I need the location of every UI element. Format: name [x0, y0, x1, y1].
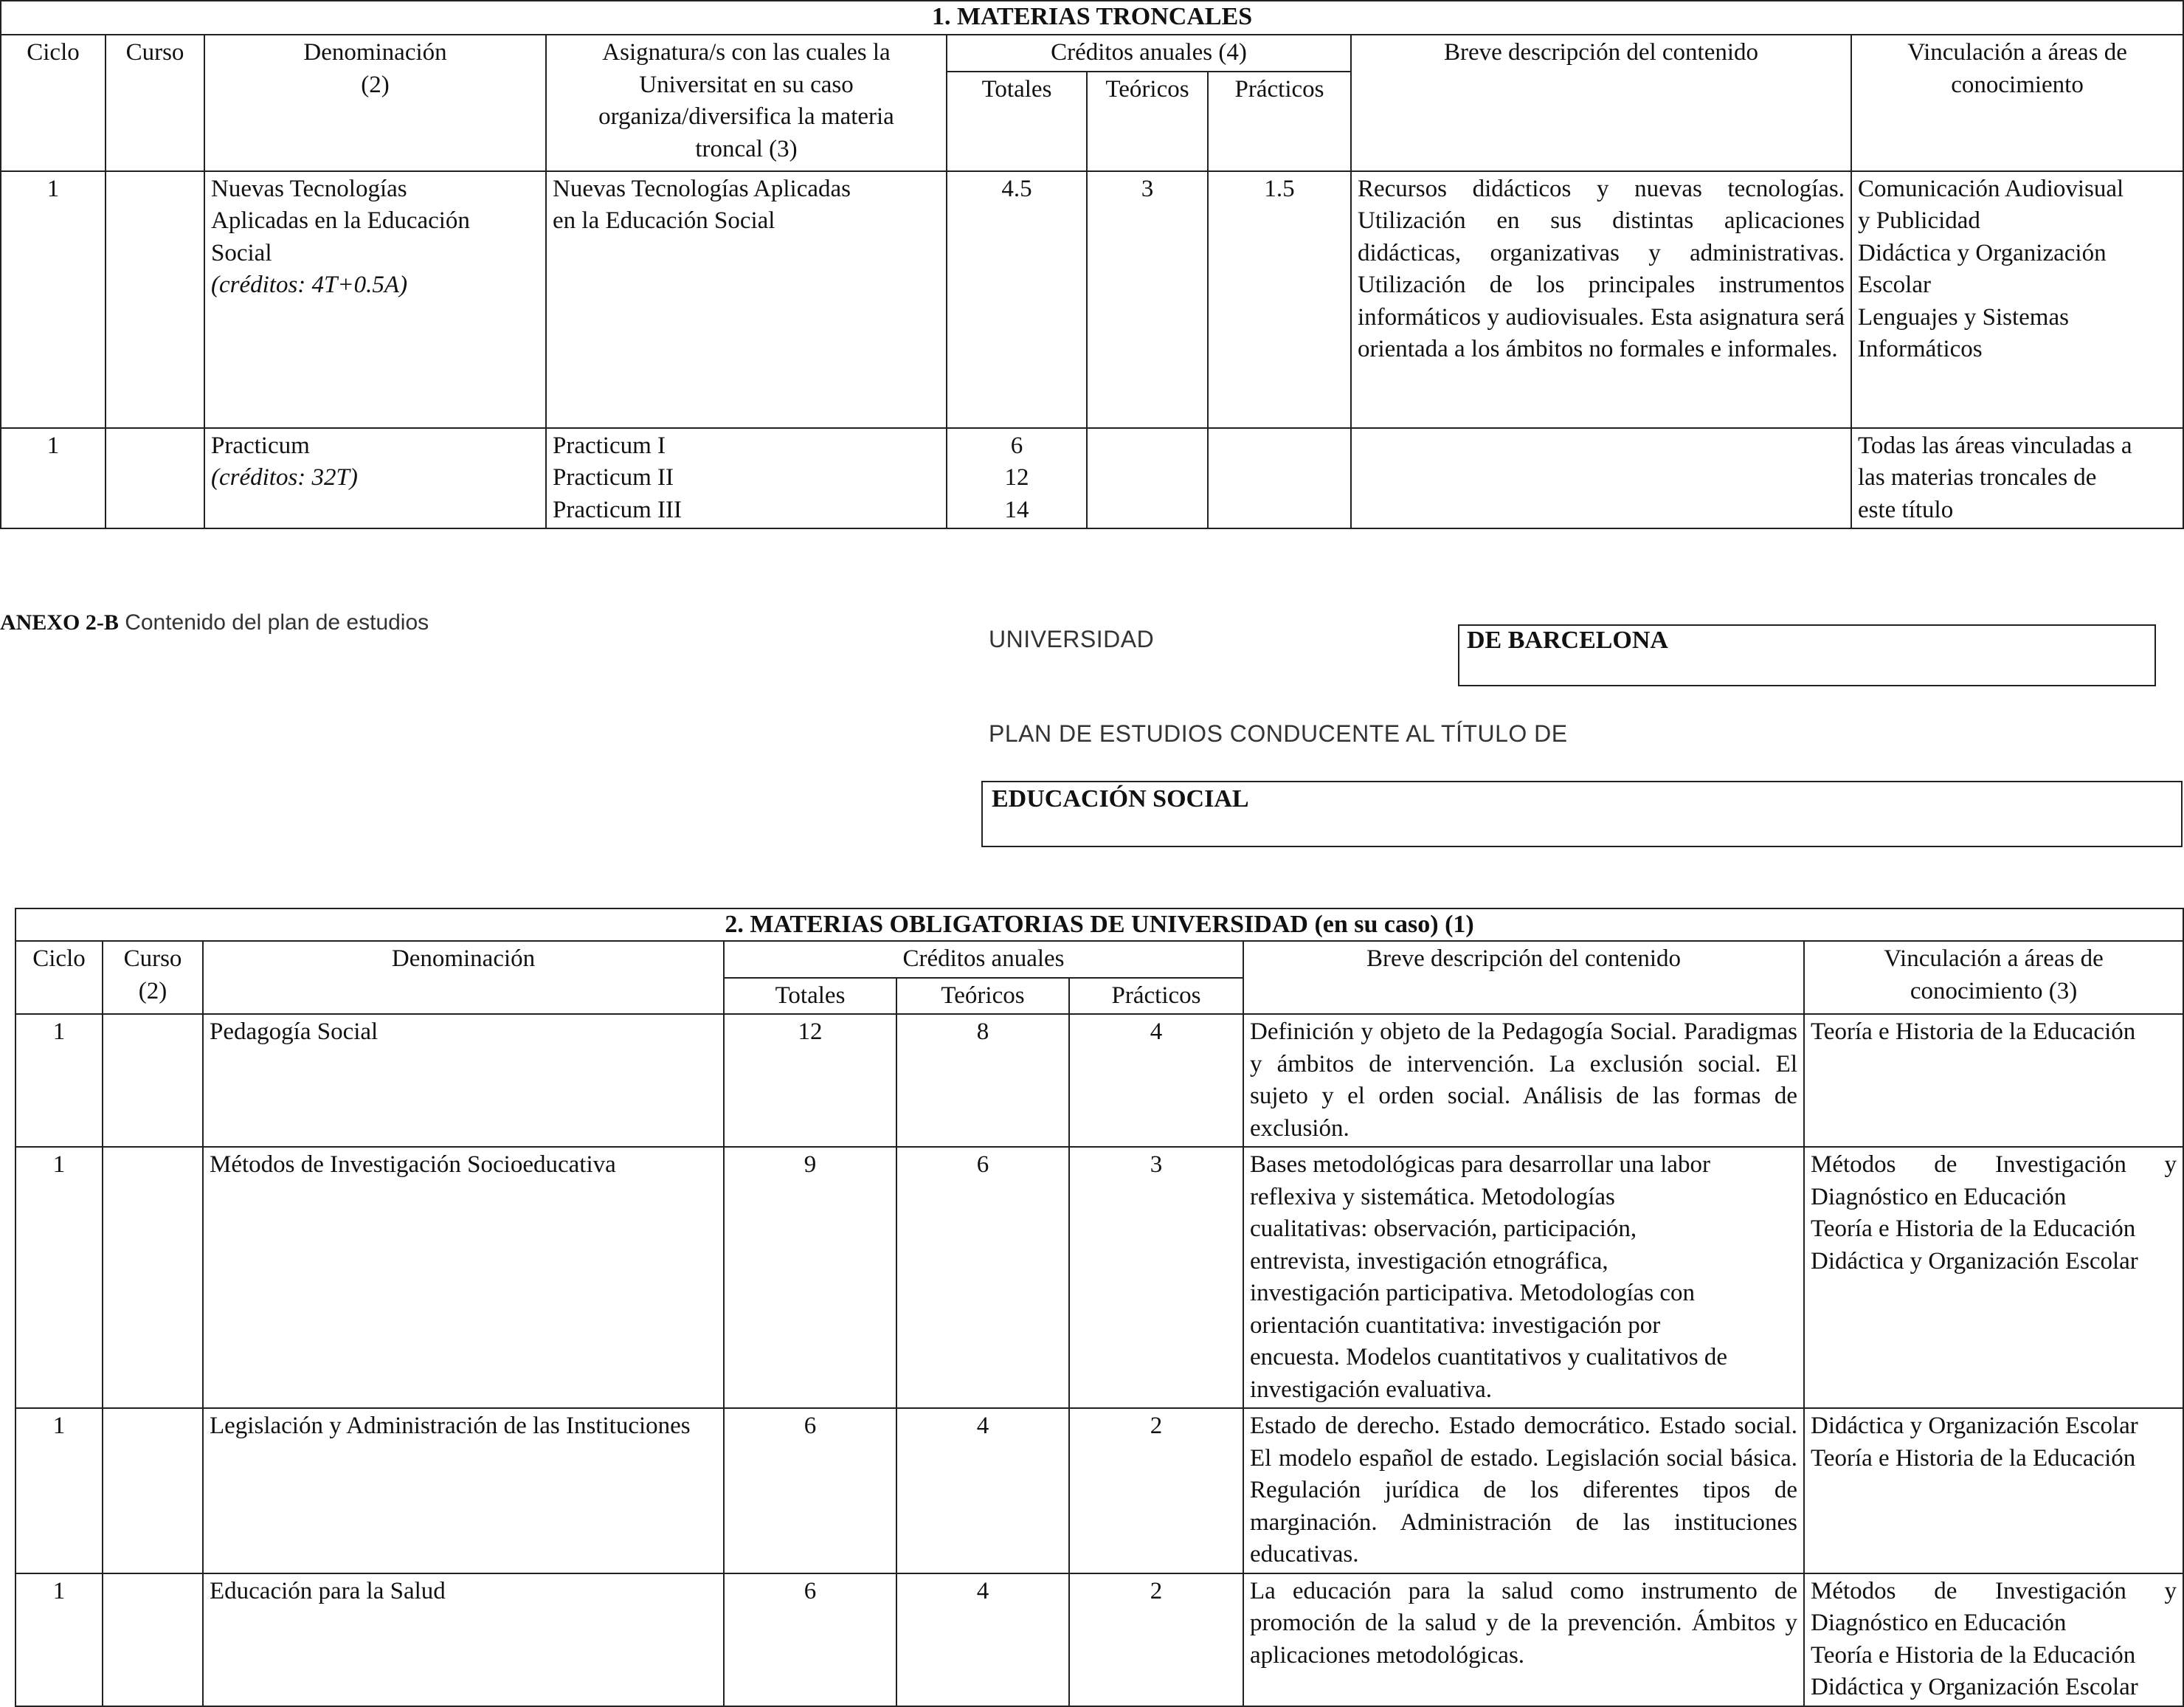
header-curso: Curso	[106, 35, 204, 171]
table-row	[15, 1147, 2183, 1408]
descripcion-cell: Estado de derecho. Estado democrático. Estado social. El modelo español de estado. Legislación social básica. Regulación jurídica de los diferentes tipos de marginación. Administración de las instituciones educativas.	[1243, 1408, 1804, 1573]
header-practicos: Prácticos	[1069, 978, 1243, 1015]
practicos-cell	[1208, 428, 1351, 529]
denominacion-cell: Educación para la Salud	[203, 1573, 724, 1706]
table-row	[1, 428, 2183, 529]
practicos-cell: 3	[1069, 1147, 1243, 1408]
creditos-note: (créditos: 4T+0.5A)	[211, 272, 408, 298]
anexo-heading	[0, 610, 429, 636]
header-practicos: Prácticos	[1208, 72, 1351, 171]
header-creditos: Créditos anuales (4)	[947, 35, 1351, 72]
descripcion-cell: Bases metodológicas para desarrollar una labor reflexiva y sistemática. Metodologías cualitativas: observación, participación, entrevista, investigación etnográfica, investigación participativa. Metodologías con orientación cuantitativa: investigación por encuesta. Modelos cuantitativos y cualitativos de investigación evaluativa.	[1243, 1147, 1804, 1408]
totales-cell: 6 12 14	[947, 428, 1087, 529]
totales-cell: 6	[724, 1408, 896, 1573]
obligatorias-title: 2. MATERIAS OBLIGATORIAS DE UNIVERSIDAD (en su caso) (1)	[15, 908, 2183, 941]
descripcion-cell: La educación para la salud como instrumento de promoción de la salud y de la prevención. Ámbitos y aplicaciones metodológicas.	[1243, 1573, 1804, 1706]
totales-cell: 12	[724, 1014, 896, 1147]
header-creditos: Créditos anuales	[724, 941, 1243, 978]
header-totales: Totales	[947, 72, 1087, 171]
vinculacion-cell: Comunicación Audiovisual y Publicidad Didáctica y Organización Escolar Lenguajes y Sistemas Informáticos	[1851, 171, 2183, 428]
denominacion-cell: Pedagogía Social	[203, 1014, 724, 1147]
table-row	[15, 1014, 2183, 1147]
header-totales: Totales	[724, 978, 896, 1015]
header-denominacion: Denominación	[203, 941, 724, 1014]
vinculacion-cell: Métodos de Investigación y Diagnóstico en Educación Teoría e Historia de la Educación Didáctica y Organización Escolar	[1804, 1573, 2183, 1706]
denominacion-cell: Nuevas Tecnologías Aplicadas en la Educación Social (créditos: 4T+0.5A)	[204, 171, 546, 428]
totales-cell: 6	[724, 1573, 896, 1706]
obligatorias-table	[15, 908, 2184, 1707]
header-curso: Curso (2)	[103, 941, 203, 1014]
header-vinculacion: Vinculación a áreas de conocimiento	[1851, 35, 2183, 171]
header-descripcion: Breve descripción del contenido	[1243, 941, 1804, 1014]
header-ciclo: Ciclo	[15, 941, 103, 1014]
creditos-note: (créditos: 32T)	[211, 464, 358, 491]
denominacion-cell: Métodos de Investigación Socioeducativa	[203, 1147, 724, 1408]
header-descripcion: Breve descripción del contenido	[1351, 35, 1851, 171]
asignaturas-cell: Nuevas Tecnologías Aplicadas en la Educación Social	[546, 171, 947, 428]
curso-cell	[103, 1147, 203, 1408]
header-denominacion: Denominación (2)	[204, 35, 546, 171]
header-ciclo: Ciclo	[1, 35, 106, 171]
troncales-title: 1. MATERIAS TRONCALES	[1, 1, 2183, 35]
table-row	[15, 1573, 2183, 1706]
header-teoricos: Teóricos	[1087, 72, 1208, 171]
anexo-label: ANEXO 2-B	[0, 610, 119, 635]
practicos-cell: 2	[1069, 1408, 1243, 1573]
vinculacion-cell: Teoría e Historia de la Educación	[1804, 1014, 2183, 1147]
curso-cell	[103, 1014, 203, 1147]
teoricos-cell: 6	[896, 1147, 1069, 1408]
anexo-text: Contenido del plan de estudios	[125, 610, 429, 635]
asignaturas-cell: Practicum I Practicum II Practicum III	[546, 428, 947, 529]
universidad-label: UNIVERSIDAD	[989, 626, 1155, 652]
practicos-cell: 1.5	[1208, 171, 1351, 428]
ciclo-cell: 1	[15, 1573, 103, 1706]
curso-cell	[103, 1408, 203, 1573]
teoricos-cell: 3	[1087, 171, 1208, 428]
denominacion-cell: Legislación y Administración de las Instituciones	[203, 1408, 724, 1573]
header-teoricos: Teóricos	[896, 978, 1069, 1015]
titulo-field	[981, 781, 2183, 847]
totales-cell: 4.5	[947, 171, 1087, 428]
practicos-cell: 4	[1069, 1014, 1243, 1147]
practicos-cell: 2	[1069, 1573, 1243, 1706]
teoricos-cell: 4	[896, 1408, 1069, 1573]
ciclo-cell: 1	[15, 1147, 103, 1408]
ciclo-cell: 1	[1, 428, 106, 529]
teoricos-cell	[1087, 428, 1208, 529]
ciclo-cell: 1	[1, 171, 106, 428]
teoricos-cell: 4	[896, 1573, 1069, 1706]
universidad-field	[1458, 624, 2156, 686]
vinculacion-cell: Métodos de Investigación y Diagnóstico en Educación Teoría e Historia de la Educación Didáctica y Organización Escolar	[1804, 1147, 2183, 1408]
descripcion-cell: Definición y objeto de la Pedagogía Social. Paradigmas y ámbitos de intervención. La exclusión social. El sujeto y el orden social. Análisis de las formas de exclusión.	[1243, 1014, 1804, 1147]
vinculacion-cell: Todas las áreas vinculadas a las materias troncales de este título	[1851, 428, 2183, 529]
table-row	[15, 1408, 2183, 1573]
descripcion-cell	[1351, 428, 1851, 529]
plan-label: PLAN DE ESTUDIOS CONDUCENTE AL TÍTULO DE	[989, 720, 1568, 747]
header-vinculacion: Vinculación a áreas de conocimiento (3)	[1804, 941, 2183, 1014]
ciclo-cell: 1	[15, 1014, 103, 1147]
denominacion-cell: Practicum (créditos: 32T)	[204, 428, 546, 529]
ciclo-cell: 1	[15, 1408, 103, 1573]
descripcion-cell: Recursos didácticos y nuevas tecnologías. Utilización en sus distintas aplicaciones didácticas, organizativas y administrativas. Utilización de los principales instrumentos informáticos y audiovisuales. Esta asignatura será orientada a los ámbitos no formales e informales.	[1351, 171, 1851, 428]
curso-cell	[106, 428, 204, 529]
titulo-value: EDUCACIÓN SOCIAL	[992, 785, 1249, 813]
curso-cell	[103, 1573, 203, 1706]
troncales-table	[0, 0, 2184, 529]
header-asignaturas: Asignatura/s con las cuales la Universitat en su caso organiza/diversifica la materia troncal (3)	[546, 35, 947, 171]
vinculacion-cell: Didáctica y Organización Escolar Teoría e Historia de la Educación	[1804, 1408, 2183, 1573]
universidad-value: DE BARCELONA	[1467, 627, 1668, 654]
table-row	[1, 171, 2183, 428]
curso-cell	[106, 171, 204, 428]
teoricos-cell: 8	[896, 1014, 1069, 1147]
totales-cell: 9	[724, 1147, 896, 1408]
